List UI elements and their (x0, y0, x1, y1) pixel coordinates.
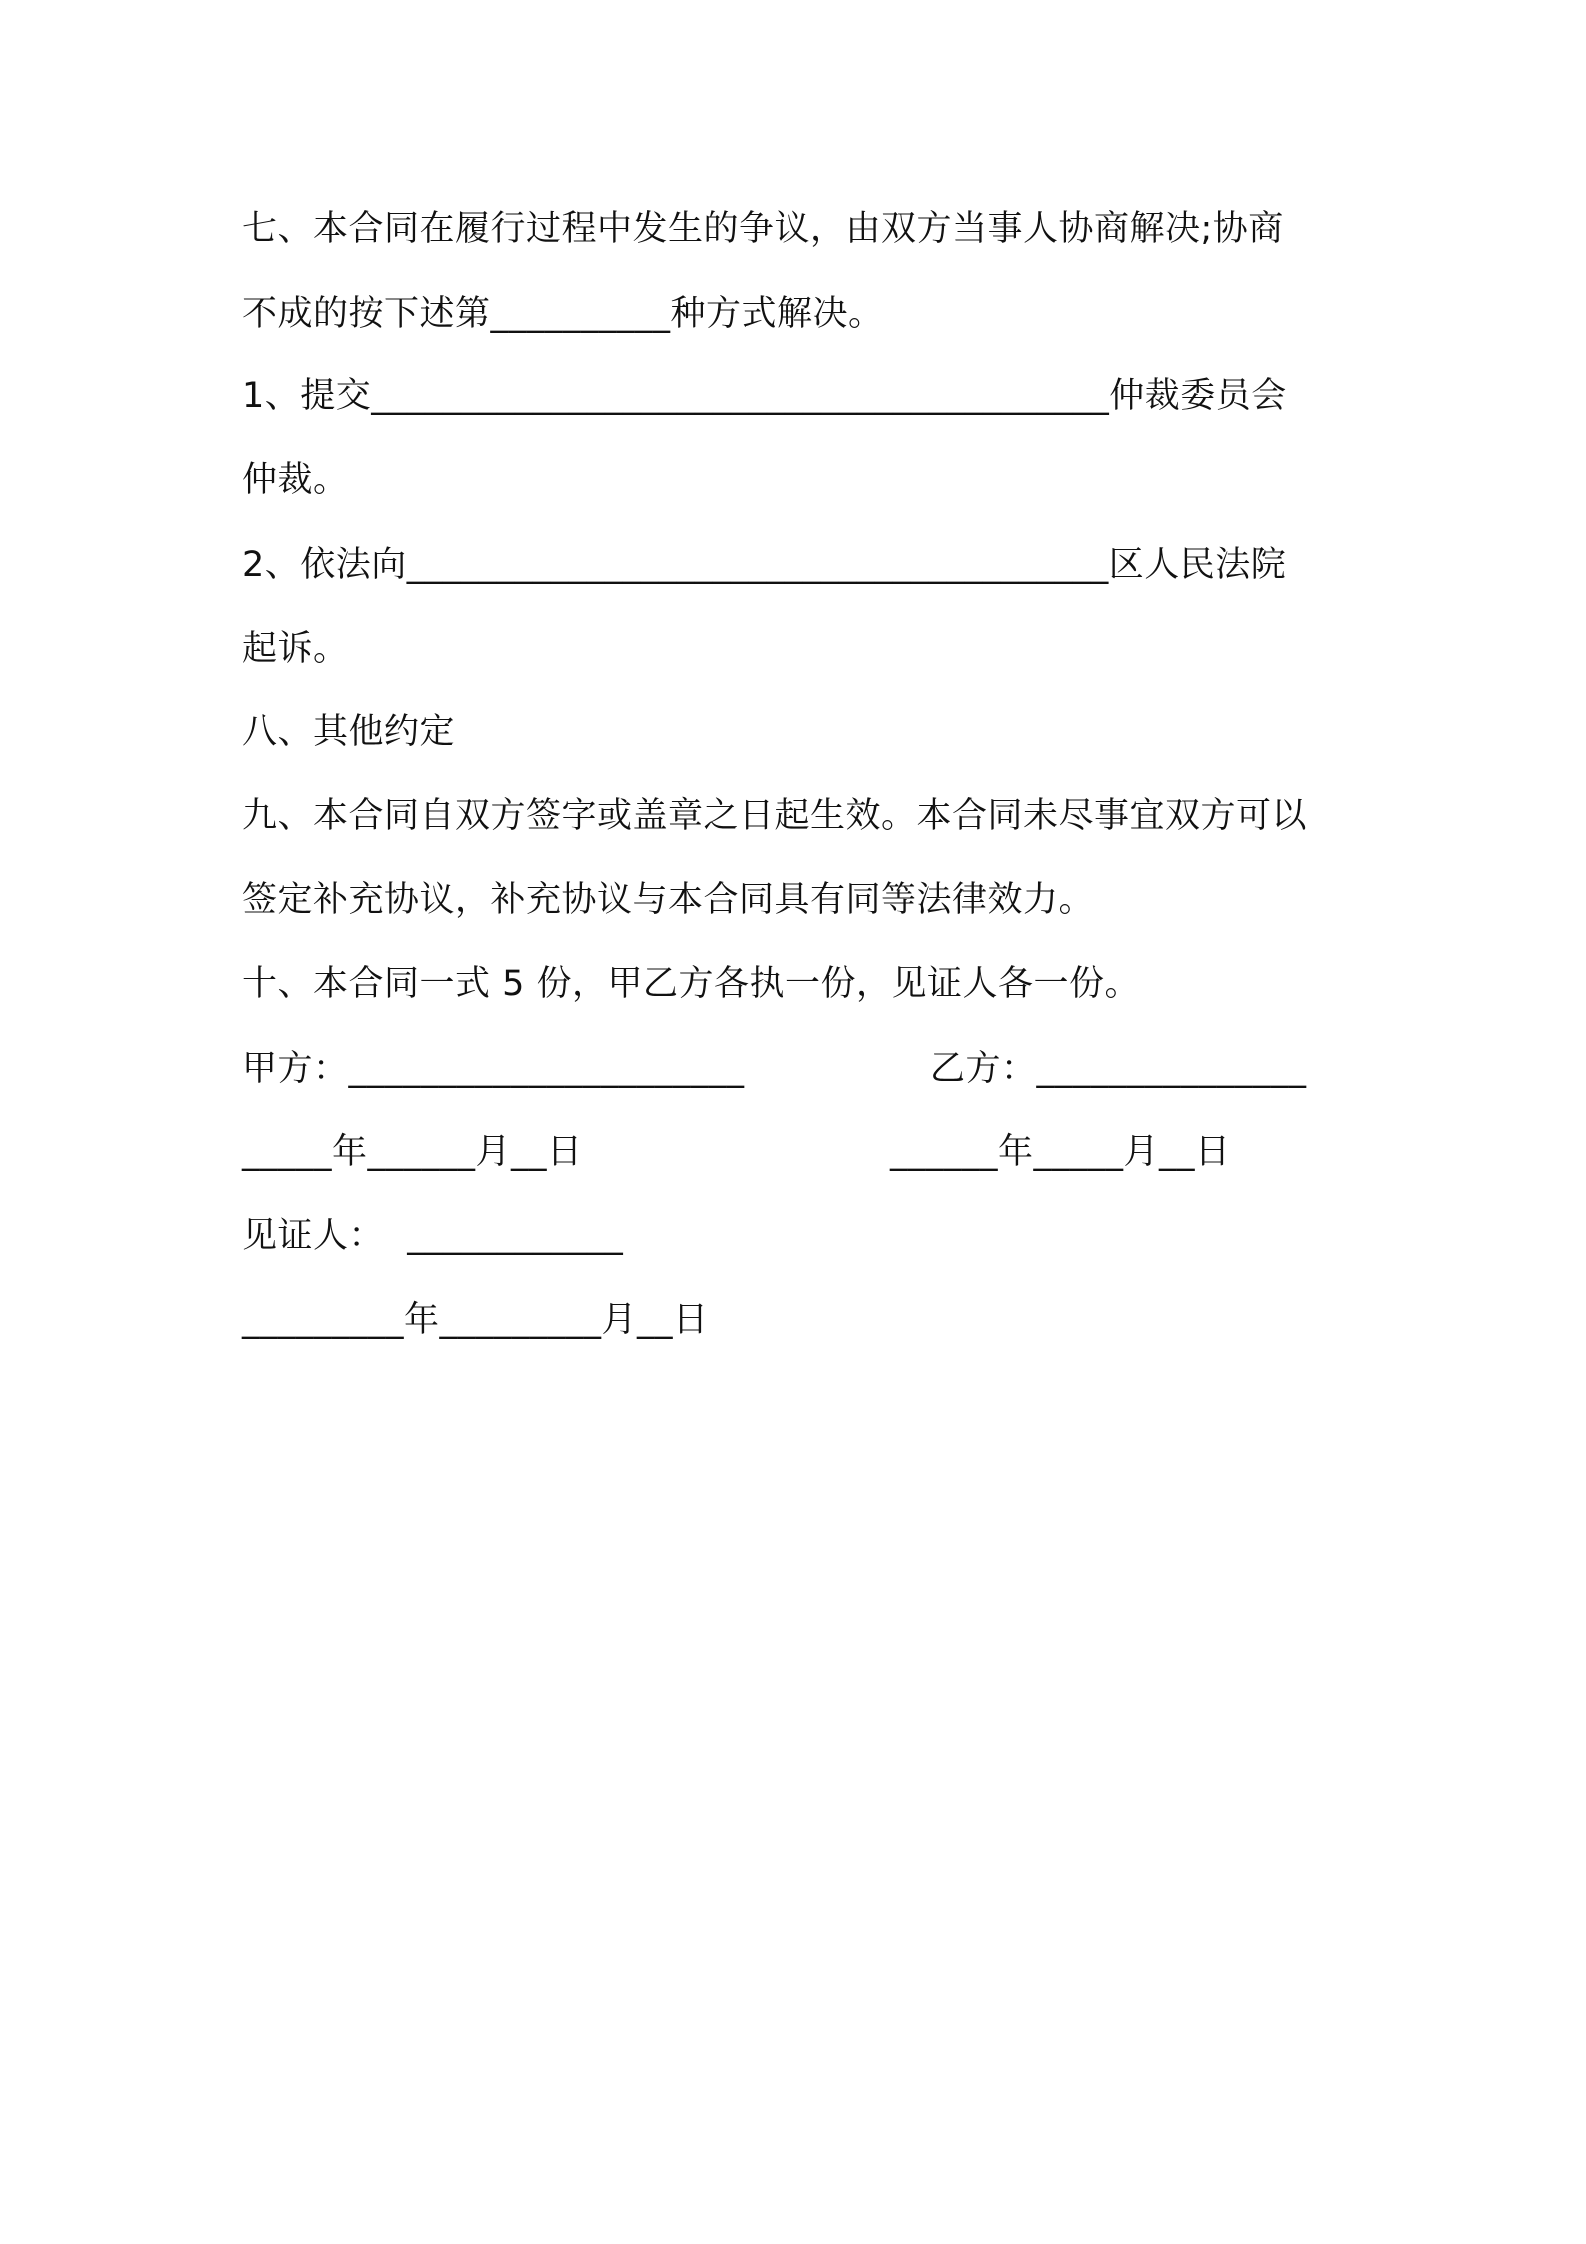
party-a-date: _____年______月__日 (242, 1132, 583, 1172)
clause-9-line-2: 签定补充协议，补充协议与本合同具有同等法律效力。 (242, 880, 1095, 920)
option-2-line-1: 2、依法向_______________________________________区人民法院 (242, 545, 1287, 585)
party-b-date: ______年_____月__日 (890, 1132, 1231, 1172)
clause-7-line-1: 七、本合同在履行过程中发生的争议，由双方当事人协商解决;协商 (242, 209, 1284, 249)
witness-signature: 见证人： ____________ (242, 1216, 624, 1256)
option-1-line-1: 1、提交_________________________________________仲裁委员会 (242, 376, 1287, 416)
witness-date: _________年_________月__日 (242, 1300, 709, 1340)
clause-10: 十、本合同一式 5 份，甲乙方各执一份，见证人各一份。 (242, 964, 1141, 1004)
option-1-line-2: 仲裁。 (242, 460, 349, 500)
party-b-signature: 乙方：_______________ (930, 1049, 1307, 1089)
clause-9-line-1: 九、本合同自双方签字或盖章之日起生效。本合同未尽事宜双方可以 (242, 796, 1308, 836)
clause-7-line-2: 不成的按下述第__________种方式解决。 (242, 294, 884, 334)
clause-8: 八、其他约定 (242, 712, 456, 752)
option-2-line-2: 起诉。 (242, 629, 349, 669)
party-a-signature: 甲方：______________________ (242, 1049, 745, 1089)
